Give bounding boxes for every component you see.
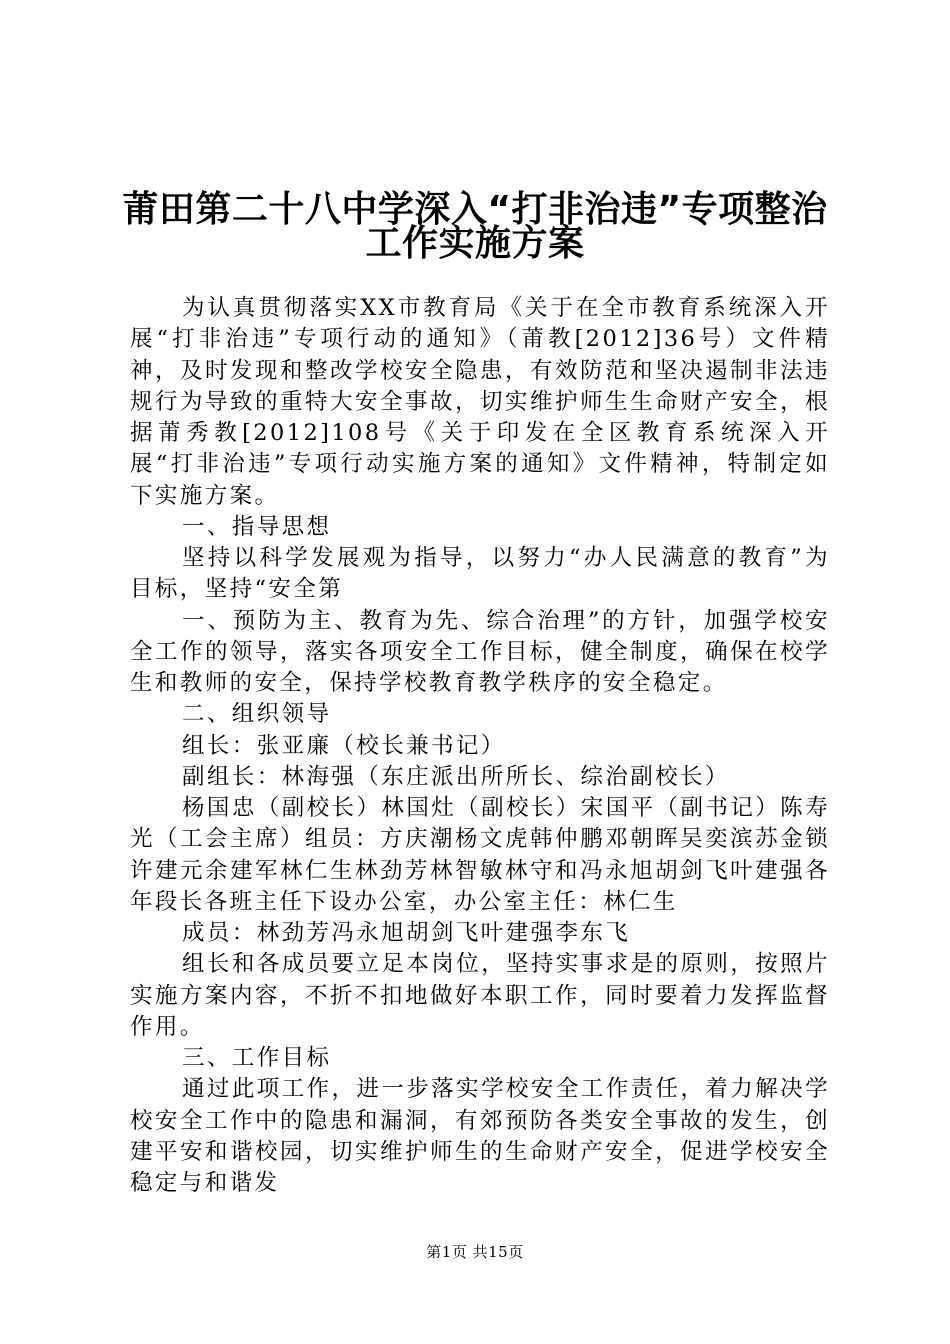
document-body	[130, 293, 830, 1199]
paragraph-team-leader: 组长：张亚廉（校长兼书记）	[182, 732, 506, 759]
paragraph-intro: 为认真贯彻落实XX市教育局《关于在全市教育系统深入开展“打非治违”专项行动的通知》（莆教[2012]36号）文件精神，及时发现和整改学校安全隐患，有效防范和坚决遏制非法违规行为导致的重特大安全事故，切实维护师生生命财产安全，根据莆秀教[2012]108号《关于印发在全区教育系统深入开展“打非治违”专项行动实施方案的通知》文件精神，特制定如下实施方案。	[130, 295, 830, 509]
paragraph-deputy-leader: 副组长：林海强（东庄派出所所长、综治副校长）	[182, 763, 730, 790]
paragraph-guiding-ideology: 坚持以科学发展观为指导，以努力“办人民满意的教育”为目标，坚持“安全第	[130, 545, 830, 603]
paragraph-team-members: 杨国忠（副校长）林国灶（副校长）宋国平（副书记）陈寿光（工会主席）组员：方庆潮杨文虎韩仲鹏邓朝晖吴奕滨苏金锁许建元余建军林仁生林劲芳林智敏林守和冯永旭胡剑飞叶建强各年段长各班主任下设办公室，办公室主任：林仁生	[130, 795, 830, 915]
document-title-line-2: 工作实施方案	[365, 223, 585, 264]
document-title-line-1: 莆田第二十八中学深入“打非治违”专项整治	[122, 189, 828, 230]
paragraph-responsibilities: 组长和各成员要立足本岗位，坚持实事求是的原则，按照片实施方案内容，不折不扣地做好本职工作，同时要着力发挥监督作用。	[130, 951, 830, 1040]
paragraph-guiding-principles: 一、预防为主、教育为先、综合治理”的方针，加强学校安全工作的领导，落实各项安全工作目标，健全制度，确保在校学生和教师的安全，保持学校教育教学秩序的安全稳定。	[130, 607, 830, 696]
section-heading-guiding-ideology: 一、指导思想	[182, 513, 332, 540]
paragraph-office-members: 成员：林劲芳冯永旭胡剑飞叶建强李东飞	[182, 920, 631, 946]
section-heading-work-goals: 三、工作目标	[182, 1045, 332, 1071]
paragraph-work-goals: 通过此项工作，进一步落实学校安全工作责任，着力解决学校安全工作中的隐患和漏洞，有郊预防各类安全事故的发生，创建平安和谐校园，切实维护师生的生命财产安全，促进学校安全稳定与和谐发	[130, 1076, 830, 1196]
page-number-footer: 第1页 共15页	[426, 1243, 524, 1261]
section-heading-organization: 二、组织领导	[182, 701, 332, 728]
